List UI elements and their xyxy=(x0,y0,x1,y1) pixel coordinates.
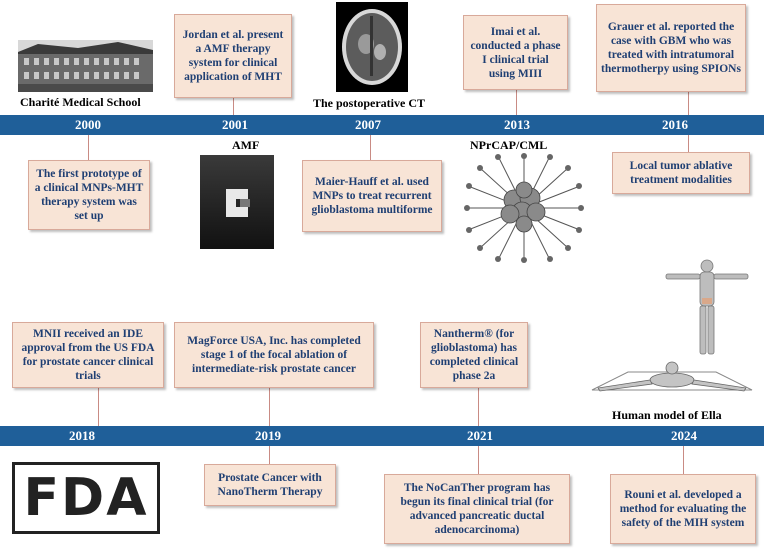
connector xyxy=(478,388,479,426)
year-2016: 2016 xyxy=(662,117,688,132)
event-box-2013-imai xyxy=(463,15,568,90)
connector xyxy=(683,446,684,474)
event-text: Local tumor ablative treatment modalities xyxy=(629,160,733,186)
event-text: Grauer et al. reported the case with GBM who was treated with intratumoral thermotherpy using SPIONs xyxy=(601,21,741,75)
ct-label: The postoperative CT xyxy=(313,96,425,110)
connector xyxy=(269,388,270,426)
connector xyxy=(370,135,371,160)
year-2001: 2001 xyxy=(222,117,248,132)
nanoparticle-image xyxy=(462,152,586,264)
event-text: MagForce USA, Inc. has completed stage 1 of the focal ablation of intermediate-risk prostate cancer xyxy=(187,335,361,375)
year-2024: 2024 xyxy=(671,428,697,443)
event-text: The NoCanTher program has begun its final clinical trial (for advanced pancreatic ductal adenocarcinoma) xyxy=(400,482,554,536)
year-2000: 2000 xyxy=(75,117,101,132)
event-box-2019-magforce xyxy=(174,322,374,388)
event-text: MNII received an IDE approval from the US FDA for prostate cancer clinical trials xyxy=(21,328,155,382)
event-text: Prostate Cancer with NanoTherm Therapy xyxy=(217,472,323,498)
amf-label: AMF xyxy=(232,138,260,152)
year-2021: 2021 xyxy=(467,428,493,443)
event-box-2016-local-tumor xyxy=(612,152,750,194)
connector xyxy=(688,135,689,152)
event-box-2001-jordan xyxy=(174,14,292,98)
event-box-2016-grauer xyxy=(596,4,746,92)
year-2019: 2019 xyxy=(255,428,281,443)
event-text: Maier-Hauff et al. used MNPs to treat recurrent glioblastoma multiforme xyxy=(311,176,433,216)
charite-label: Charité Medical School xyxy=(20,95,141,109)
connector xyxy=(516,90,517,115)
year-2018: 2018 xyxy=(69,428,95,443)
ella-lying-image xyxy=(588,352,756,394)
connector xyxy=(478,446,479,474)
event-text: Jordan et al. present a AMF therapy system for clinical application of MHT xyxy=(182,29,284,83)
event-box-2021-nocanther xyxy=(384,474,570,544)
connector xyxy=(269,446,270,464)
event-box-2018-mnii xyxy=(12,322,164,388)
timeline-bar-bottom xyxy=(0,426,764,446)
event-text: Rouni et al. developed a method for evaluating the safety of the MIH system xyxy=(619,489,747,529)
event-text: Imai et al. conducted a phase I clinical trial using MIII xyxy=(470,25,561,80)
nprcap-label: NPrCAP/CML xyxy=(470,138,548,152)
year-2013: 2013 xyxy=(504,117,530,132)
connector xyxy=(88,135,89,160)
event-box-2024-rouni xyxy=(610,474,756,544)
event-box-2019-prostate xyxy=(204,464,336,506)
event-box-2007-maier-hauff xyxy=(302,160,442,232)
year-2007: 2007 xyxy=(355,117,381,132)
amf-device-image xyxy=(200,155,274,249)
connector xyxy=(688,92,689,115)
event-text: The first prototype of a clinical MNPs-MHT therapy system was set up xyxy=(34,168,144,222)
charite-building-image xyxy=(18,40,153,92)
ella-standing-image xyxy=(662,258,752,358)
ct-scan-image xyxy=(336,2,408,92)
fda-logo-text: FDA xyxy=(23,468,149,528)
connector xyxy=(98,388,99,426)
event-box-2021-nantherm xyxy=(420,322,528,388)
event-box-2000-prototype xyxy=(28,160,150,230)
event-text: Nantherm® (for glioblastoma) has completed clinical phase 2a xyxy=(429,328,519,382)
fda-logo xyxy=(12,462,160,534)
connector xyxy=(233,98,234,115)
ella-label: Human model of Ella xyxy=(612,408,722,422)
